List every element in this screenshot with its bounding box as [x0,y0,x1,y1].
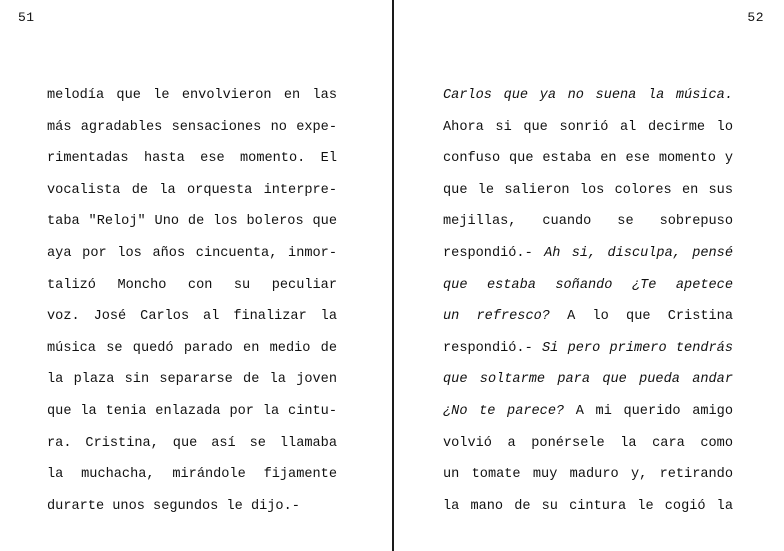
text-line [443,143,733,175]
text-line [443,238,733,270]
text-segment: volvió a ponérsele la cara como [443,435,733,451]
text-segment: la mano de su cintura le cogió la [443,498,733,514]
text-line: voz. José Carlos al finalizar la [47,309,337,325]
right-page-text [443,80,733,522]
text-line: durarte unos segundos le dijo.- [47,498,300,514]
right-page [394,0,784,551]
text-line [443,175,733,207]
italic-segment: un refresco? [443,309,550,325]
text-line: la plaza sin separarse de la joven [47,372,337,388]
text-line: la muchacha, mirándole fijamente [47,467,337,483]
italic-segment: Carlos que ya no suena la música. [443,88,733,103]
text-line: música se quedó parado en medio de [47,340,337,356]
text-line [443,80,733,112]
text-line: aya por los años cincuenta, inmor- [47,245,337,261]
text-line [443,396,733,428]
text-line [443,206,733,238]
text-line: melodía que le envolvieron en las [47,88,337,103]
italic-segment: Si pero primero tendrás [542,340,733,356]
text-segment: A lo que Cristina [549,309,733,325]
italic-segment: que estaba soñando ¿Te apetece [443,277,733,293]
text-line: rimentadas hasta ese momento. El [47,151,337,167]
text-line: vocalista de la orquesta interpre- [47,182,337,198]
italic-segment: que soltarme para que pueda andar [443,372,733,388]
text-segment: Ahora si que sonrió al decirme lo [443,119,733,135]
text-line [443,491,733,523]
text-line [443,364,733,396]
text-line: taba "Reloj" Uno de los boleros que [47,214,337,230]
text-line: ra. Cristina, que así se llamaba [47,435,337,451]
italic-segment: Ah si, disculpa, pensé [544,245,733,261]
text-line: más agradables sensaciones no expe- [47,119,337,135]
text-segment: un tomate muy maduro y, retirando [443,467,733,483]
text-line: talizó Moncho con su peculiar [47,277,337,293]
left-page-text [47,80,337,522]
text-line [443,333,733,365]
text-line [443,428,733,460]
text-segment: que le salieron los colores en sus [443,182,733,198]
text-line [443,459,733,491]
right-page-number: 52 [747,10,764,25]
text-segment: A mi querido amigo [564,403,733,419]
text-segment: respondió.- [443,245,545,261]
text-segment: confuso que estaba en ese momento y [443,151,733,167]
text-line [443,112,733,144]
left-page-number: 51 [18,10,35,25]
text-line [443,301,733,333]
text-segment: mejillas, cuando se sobrepuso [443,214,733,230]
text-line [443,270,733,302]
text-segment: respondió.- [443,340,543,356]
text-line: que la tenia enlazada por la cintu- [47,403,337,419]
italic-segment: ¿No te parece? [443,403,565,419]
